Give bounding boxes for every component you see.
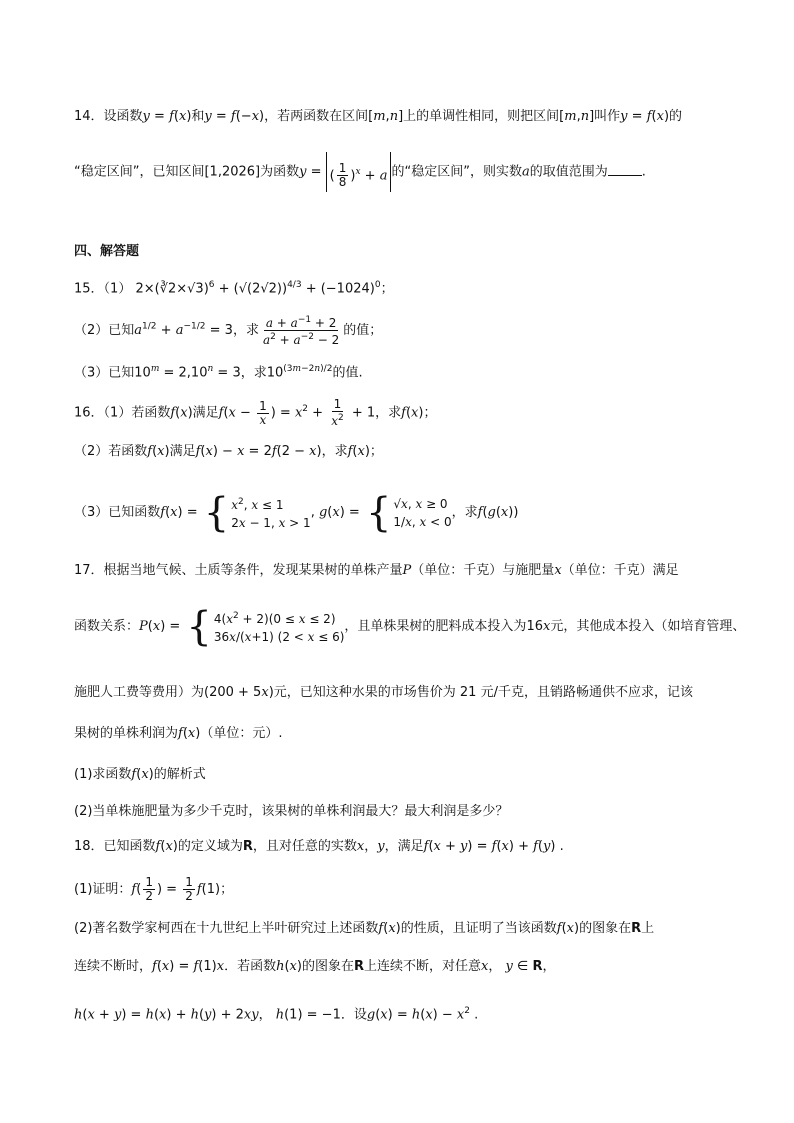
q17-text: 的解析式: [153, 767, 206, 782]
q18-text: 的定义域为: [177, 839, 243, 854]
q17-part1: (1)求函数f(x)的解析式: [74, 767, 206, 782]
q15-part2: （2）已知$a^{1/2} + a^{-1/2} = 3$，求 $\frac{a + a^{-1} + 2}{a^2 + a^{-2} - 2}$ 的值；: [74, 315, 383, 347]
q18-text: (1)证明：: [74, 882, 132, 897]
q16-text: 16．（1）若函数: [74, 405, 171, 421]
q16-part1: 16．（1）若函数f(x)满足f(x − $\frac{1}{x}$ ) = $x^2$ + $\frac{1}{x^2}$ + 1，求f(x)；: [74, 397, 437, 428]
q16-text: ，求: [451, 505, 478, 520]
answer-blank: [608, 163, 642, 176]
q18-text: ；: [220, 882, 234, 897]
q17-part2: (2)当单株施肥量为多少千克时，该果树的单株利润最大？最大利润是多少？: [74, 804, 509, 819]
section-title: 四、解答题: [74, 244, 140, 259]
q17-text: ，且单株果树的肥料成本投入为: [344, 619, 527, 634]
q15-text: 15．（1）: [74, 281, 132, 297]
q14-text: 上的单调性相同，则把区间: [403, 109, 560, 124]
q15-text: 的值.: [332, 365, 363, 381]
q18-text: ，满足: [384, 839, 424, 854]
q18-text: 连续不断时，: [74, 959, 153, 974]
q18-text: ．设: [340, 1007, 367, 1023]
q14-text: 为函数: [260, 164, 300, 180]
q18-line3: 连续不断时，f(x) = f(1)x．若函数h(x)的图象在R上连续不断，对任意x， y ∈ R，: [74, 959, 556, 974]
q18-text: (2)著名数学家柯西在十九世纪上半叶研究过上述函数: [74, 921, 379, 936]
q14-text: 的“稳定区间”，则实数: [391, 164, 522, 180]
q18-text: ，且对任意的实数: [252, 839, 357, 854]
q16-part2: （2）若函数f(x)满足f(x) − x = 2f(2 − x)，求f(x)；: [74, 444, 383, 459]
q14-line2: “稳定区间”，已知区间[1,2026]为函数y = ( $\frac{1}{8}$ )$^x$ + a 的“稳定区间”，则实数a的取值范围为 .: [74, 152, 646, 193]
q18-line4: h(x + y) = h(x) + h(y) + 2xy， h(1) = −1．设$g(x) = h(x) - x^2$ .: [74, 1006, 479, 1023]
q14-text: .: [641, 164, 646, 180]
q16-text: （3）已知函数: [74, 505, 161, 520]
q17-text: 元，其他成本投入（如培育管理、: [550, 619, 746, 634]
q16-text: 满足: [192, 405, 219, 421]
q18-text: ．若函数: [224, 959, 277, 974]
q14-text: ，若两函数在区间: [264, 109, 369, 124]
q15-part1: 15．（1） 2×(∛2×√3)$^6$ + $(√(2√2))^{4/3} + (-1024)^0$；: [74, 280, 394, 297]
q18-text: 上: [641, 921, 655, 936]
q15-text: （3）已知: [74, 365, 135, 381]
q17-text: （单位：千克）满足: [561, 563, 679, 578]
abs-expression: ( $\frac{1}{8}$ )$^x$ + a: [326, 152, 392, 192]
q17-line4: 果树的单株利润为f(x)（单位：元）.: [74, 726, 283, 741]
q18-part2: (2)著名数学家柯西在十九世纪上半叶研究过上述函数f(x)的性质，且证明了当该函数f(x)的图象在R上: [74, 921, 655, 936]
q15-text: 的值；: [343, 323, 383, 338]
q18-text: 的性质，且证明了当该函数: [400, 921, 557, 936]
q18-line1: 18．已知函数f(x)的定义域为R，且对任意的实数x，y，满足f(x + y) = f(x) + f(y) .: [74, 839, 564, 854]
q15-part3: （3）已知$10^m = 2,10^n = 3$，求$10^{(3m-2n)/2}$的值.: [74, 364, 363, 381]
q15-text: ，求: [232, 323, 259, 338]
q18-part1: (1)证明：f( $\frac{1}{2}$ ) = $\frac{1}{2}$ f(1)；: [74, 875, 234, 903]
q18-text: 18．已知函数: [74, 839, 156, 854]
q14-line1: 14．设函数y = f(x)和y = f(−x)，若两函数在区间[m,n]上的单调性相同，则把区间[m,n]叫作y = f(x)的: [74, 109, 683, 124]
q17-text: (1)求函数: [74, 767, 132, 782]
q17-text: 果树的单株利润为: [74, 726, 179, 741]
q18-text: 的图象在: [301, 959, 354, 974]
q18-text: 上连续不断，对任意: [363, 959, 481, 974]
q17-text: （单位：元）.: [200, 726, 283, 741]
q16-text: ，求: [321, 444, 348, 459]
q16-text: （2）若函数: [74, 444, 148, 459]
q18-text: 的图象在: [579, 921, 632, 936]
q17-text: 17．根据当地气候、土质等条件，发现某果树的单株产量: [74, 563, 403, 578]
q16-text: ；: [369, 444, 383, 459]
q14-text: 14．设函数: [74, 109, 143, 124]
q17-text: （单位：千克）与施肥量: [411, 563, 555, 578]
q17-text: 元，已知这种水果的市场售价为 21 元/千克，且销路畅通供不应求，记该: [273, 685, 693, 700]
q15-text: （2）已知: [74, 323, 135, 338]
q17-line2: 函数关系：P(x) = { $4(x^2 + 2)(0 \le x \le 2)$ 36x/(x+1) (2 < x ≤ 6) ，且单株果树的肥料成本投入为16x元，其他成本投入（如培育管理、: [74, 603, 746, 650]
q14-text: 的取值范围为: [529, 164, 608, 180]
q15-text: ，求: [240, 365, 267, 381]
q16-text: ；: [423, 405, 437, 421]
q17-text: 函数关系：: [74, 619, 140, 634]
q17-text: 施肥人工费等费用）为: [74, 685, 205, 700]
q16-part3: （3）已知函数f(x) = { $x^2$, x ≤ 1 2x − 1, x > 1 , g(x) = { √x, x ≥ 0 1/x, x < 0 ，求f(g(x)): [74, 489, 519, 536]
q16-text: ，求: [375, 405, 402, 421]
q14-text: “稳定区间”，已知区间: [74, 164, 205, 180]
q14-text: 的: [669, 109, 683, 124]
q16-text: 满足: [169, 444, 196, 459]
q14-text: 叫作: [594, 109, 621, 124]
q17-line3: 施肥人工费等费用）为(200 + 5x)元，已知这种水果的市场售价为 21 元/千克，且销路畅通供不应求，记该: [74, 685, 693, 700]
q15-text: ；: [380, 281, 394, 297]
q17-line1: 17．根据当地气候、土质等条件，发现某果树的单株产量P（单位：千克）与施肥量x（单位：千克）满足: [74, 563, 679, 578]
